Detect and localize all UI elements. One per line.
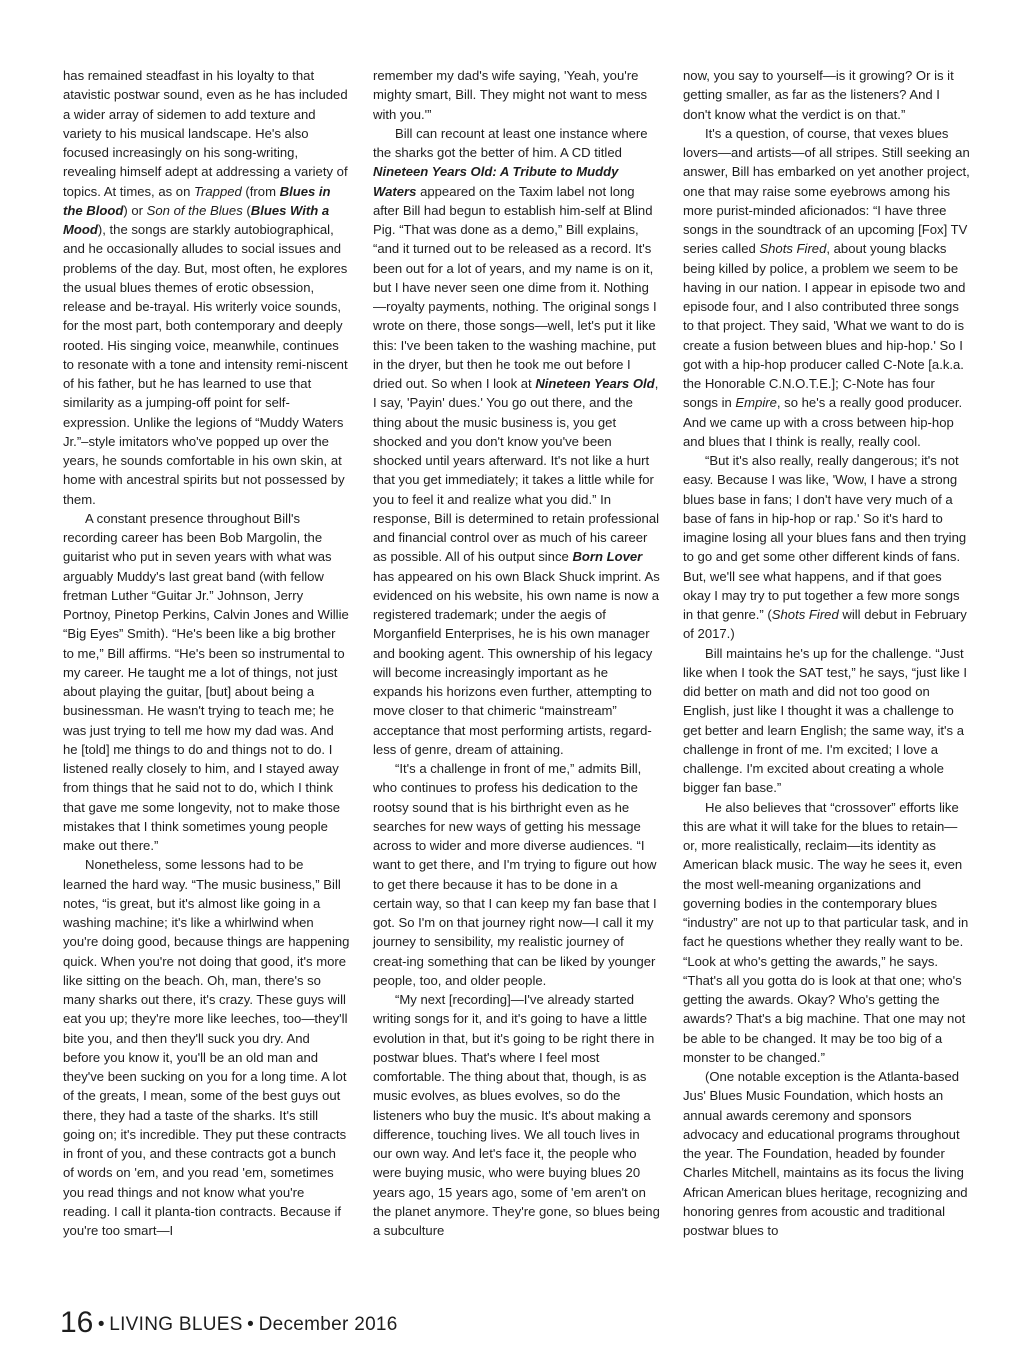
text-run: will debut in February of 2017.) bbox=[683, 607, 967, 642]
text-run: He also believes that “crossover” efforts like this are what it will take for the blues to retain—or, more realistically, reclaim—its identity as American black music. The way he sees it, even the most well-meaning organizations and governing bodies in the contemporary blues “industry” are not up to that particular task, and in fact he questions whether they really want to be. “Look at who's getting the awards,” he says. “That's all you gotta do is look at that one; who's getting the awards. Okay? Who's getting the awards? That's a big machine. That one may not be able to be changed. It may be too big of a monster to be changed.” bbox=[683, 799, 969, 1065]
text-run: , about young blacks being killed by police, a problem we seem to be having in our nation. I appear in episode two and episode four, and I also contributed three songs to that project. They said, 'What we want to do is create a fusion between blues and hip-hop.' So I got with a hip-hop producer called C-Note [a.k.a. the Honorable C.N.O.T.E.]; C-Note has four songs in bbox=[683, 241, 966, 411]
text-run: Nonetheless, some lessons had to be learned the hard way. “The music business,” Bill notes, “is great, but it's almost like going in a washing machine; it's like a whirlwind when you're doing good, because things are happening quick. When you're not doing that good, it's more like sitting on the beach. Oh, man, there's so many sharks out there, it's crazy. These guys will eat you up; they're more like leeches, too—they'll bite you, and then they'll suck you dry. And before you know it, you'll be an old man and they've been sucking on you for a long time. A lot of the greats, I mean, some of the best guys out there, they had a taste of the sharks. It's still going on; it's incredible. They put these contracts in front of you, and these contracts got a bunch of words on 'em, and you read 'em, sometimes you read things and not know what you're reading. I call it planta-tion contracts. Because if you're too smart—I bbox=[63, 857, 350, 1238]
text-run: ( bbox=[242, 202, 251, 218]
text-run: appeared on the Taxim label not long after Bill had begun to establish him-self at Blind Pig. “That was done as a demo,” Bill explains, “and it turned out to be released as a record. It's been out for a lot of years, and my name is on it, but I have never seen one dime from it. Nothing—royalty payments, nothing. The original songs I wrote on there, those songs—well, let's put it like this: I've been taken to the washing machine, put in the dryer, but then he took me out before I dried out. So when I look at bbox=[373, 183, 657, 391]
text-run: , I say, 'Payin' dues.' You go out there, and the thing about the music business is, you get shocked and you don't know you've been shocked until years afterward. It's not like a hurt that you get immediately; it takes a little while for you to feel it and realize what you did.” In response, Bill is determined to retain professional and financial control over as much of his career as possible. All of his output since bbox=[373, 376, 660, 565]
paragraph bbox=[683, 451, 970, 644]
text-column-1 bbox=[63, 66, 350, 1240]
title-emphasis: Empire bbox=[735, 395, 777, 411]
paragraph bbox=[683, 1067, 970, 1240]
text-run: “But it's also really, really dangerous; it's not easy. Because I was like, 'Wow, I have a strong blues base in fans; I don't have very much of a base of fans in hip-hop or rap.' So it's hard to imagine losing all your blues fans and then trying to go and get some other different kinds of fans. But, we'll see what happens, and if that goes okay I may try to put together a few more songs in that genre.” ( bbox=[683, 453, 967, 622]
title-emphasis: Son of the Blues bbox=[146, 202, 243, 218]
paragraph bbox=[683, 66, 970, 124]
paragraph bbox=[683, 798, 970, 1068]
issue-date: December 2016 bbox=[258, 1314, 398, 1335]
paragraph bbox=[63, 509, 350, 856]
magazine-name: LIVING BLUES bbox=[109, 1314, 243, 1335]
text-run: Bill can recount at least one instance where the sharks got the better of him. A CD titled bbox=[373, 125, 648, 160]
text-run: It's a question, of course, that vexes blues lovers—and artists—of all stripes. Still seeking an answer, Bill has embarked on yet another project, one that may raise some eyebrows among his more purist-minded aficionados: “I have three songs in the soundtrack of an upcoming [Fox] TV series called bbox=[683, 125, 970, 257]
title-emphasis: Blues With a Mood bbox=[63, 202, 330, 237]
text-run: ), the songs are starkly autobiographical, and he occasionally alludes to social issues and problems of the day. But, most often, he explores the usual blues themes of erotic obsession, release and be-trayal. His writerly voice sounds, for the most part, both contemporary and deeply rooted. His singing voice, meanwhile, continues to resonate with a tone and intensity remi-niscent of his father, but he has learned to use that similarity as a jumping-off point for self-expression. Unlike the legions of “Muddy Waters Jr.”–style imitators who've popped up over the years, he sounds comfortable in his own skin, at home with ancestral spirits but not possessed by them. bbox=[63, 222, 348, 507]
page-number: 16 bbox=[60, 1306, 94, 1339]
text-run: “My next [recording]—I've already started writing songs for it, and it's going to have a little evolution in that, but it's going to be right there in postwar blues. That's where I feel most comfortable. The thing about that, though, is as music evolves, as blues evolves, so do the listeners who buy the music. It's about making a difference, touching lives. We all touch lives in our own way. And let's face it, the people who were buying music, who were buying blues 20 years ago, 15 years ago, some of 'em aren't on the planet anymore. They're gone, so blues being a subculture bbox=[373, 992, 660, 1238]
text-run: A constant presence throughout Bill's recording career has been Bob Margolin, the guitarist who put in seven years with what was arguably Muddy's last great band (with fellow fretman Luther “Guitar Jr.” Johnson, Jerry Portnoy, Pinetop Perkins, Calvin Jones and Willie “Big Eyes” Smith). “He's been like a big brother to me,” Bill affirms. “He's been so instrumental to my career. He taught me a lot of things, not just about playing the guitar, [but] about being a businessman. He wasn't trying to teach me; he was just trying to tell me how my dad was. And he [told] me things to do and things not to do. I listened really closely to him, and I stayed away from things that he said not to do, which I think that gave me some longevity, not to make those mistakes that I think sometimes young people make out there.” bbox=[63, 510, 349, 853]
paragraph bbox=[683, 124, 970, 451]
title-emphasis: Shots Fired bbox=[771, 607, 839, 622]
title-emphasis: Blues in the Blood bbox=[63, 183, 331, 218]
paragraph bbox=[373, 990, 660, 1240]
title-emphasis: Nineteen Years Old bbox=[535, 376, 655, 391]
text-run: , so he's a really good producer. And we came up with a cross between hip-hop and blues that I think is really, really cool. bbox=[683, 395, 963, 449]
text-run: Bill maintains he's up for the challenge. “Just like when I took the SAT test,” he says, “just like I did better on math and did not too good on English, just like I thought it was a challenge to get better and learn English; the same way, it's a challenge in front of me. I'm excited; I love a challenge. I'm excited about creating a whole bigger fan base.” bbox=[683, 645, 968, 796]
title-emphasis: Born Lover bbox=[572, 549, 643, 565]
page-footer bbox=[60, 1306, 398, 1346]
paragraph bbox=[63, 855, 350, 1240]
paragraph bbox=[63, 66, 350, 509]
text-run: (One notable exception is the Atlanta-based Jus' Blues Music Foundation, which hosts an annual awards ceremony and sponsors advocacy and educational programs throughout the year. The Foundation, headed by founder Charles Mitchell, maintains as its focus the living African American blues heritage, recognizing and honoring genres from acoustic and traditional postwar blues to bbox=[683, 1069, 968, 1238]
text-run: now, you say to yourself—is it growing? Or is it getting smaller, as far as the listeners? And I don't know what the verdict is on that.” bbox=[683, 68, 954, 122]
text-run: has remained steadfast in his loyalty to that atavistic postwar sound, even as he has included a wider array of sidemen to add texture and variety to his musical landscape. He's also focused increasingly on his song-writing, revealing himself adept at addressing a variety of topics. At times, as on bbox=[63, 68, 348, 199]
text-run: remember my dad's wife saying, 'Yeah, you're mighty smart, Bill. They might not want to mess with you.'” bbox=[373, 68, 648, 122]
footer-bullet: • bbox=[247, 1314, 255, 1335]
footer-bullet: • bbox=[97, 1314, 105, 1335]
text-run: ) or bbox=[123, 202, 147, 218]
title-emphasis: Shots Fired bbox=[759, 241, 827, 257]
text-run: (from bbox=[241, 183, 280, 199]
title-emphasis: Trapped bbox=[194, 183, 242, 199]
paragraph bbox=[683, 644, 970, 798]
paragraph bbox=[373, 759, 660, 990]
text-run: has appeared on his own Black Shuck imprint. As evidenced on his website, his own name is now a registered trademark; under the aegis of Morganfield Enterprises, he is his own manager and booking agent. This ownership of his legacy will become increasingly important as he expands his horizons even further, attempting to move closer to that chimeric “mainstream” acceptance that most performing artists, regard-less of genre, dream of attaining. bbox=[373, 568, 660, 757]
text-run: “It's a challenge in front of me,” admits Bill, who continues to profess his dedication to the rootsy sound that is his birthright even as he searches for new ways of getting his message across to wider and more diverse audiences. “I want to get there, and I'm trying to figure out how to get there because it has to be done in a certain way, so that I can keep my fan base that I got. So I'm on that journey right now—I call it my journey to sensibility, my realistic journey of creat-ing something that can be liked by younger people, too, and older people. bbox=[373, 761, 657, 988]
text-column-3 bbox=[683, 66, 970, 1240]
text-column-2 bbox=[373, 66, 660, 1240]
title-emphasis: Nineteen Years Old: A Tribute to Muddy Waters bbox=[373, 164, 619, 199]
paragraph bbox=[373, 66, 660, 124]
paragraph bbox=[373, 124, 660, 759]
